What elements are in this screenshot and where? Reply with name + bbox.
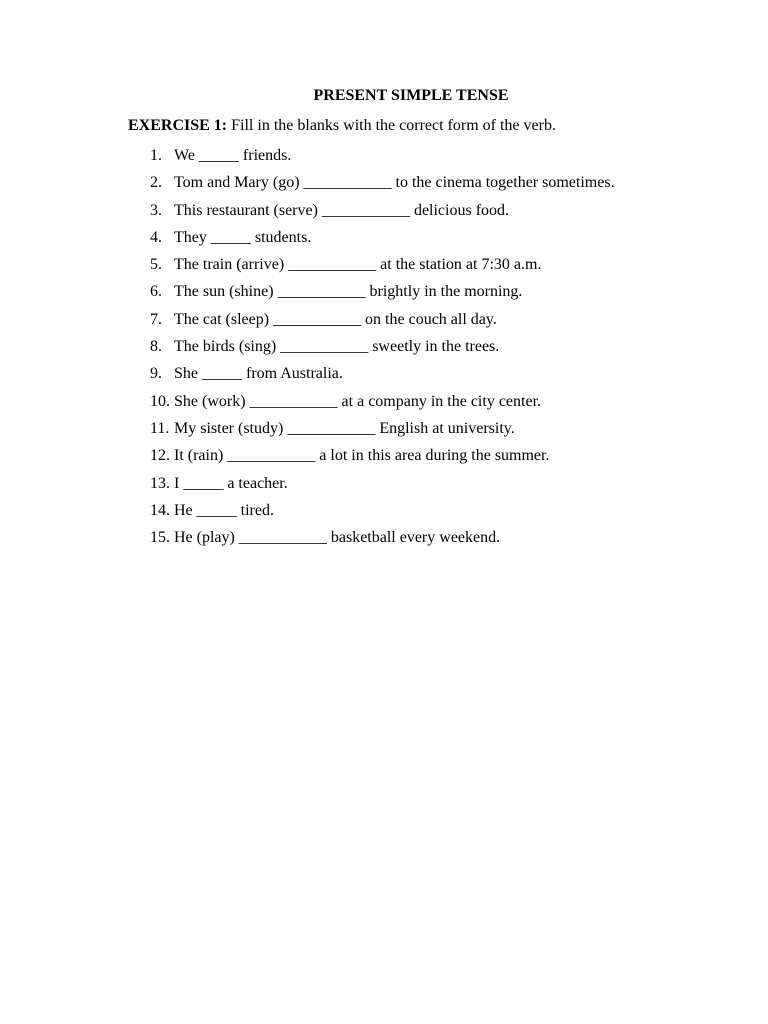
item-text: It (rain) ___________ a lot in this area during the summer. <box>174 447 550 465</box>
item-number: 15. <box>150 529 170 547</box>
item-text: Tom and Mary (go) ___________ to the cinema together sometimes. <box>174 174 615 192</box>
item-number: 12. <box>150 447 170 465</box>
item-number: 6. <box>150 283 162 301</box>
item-number: 4. <box>150 228 162 246</box>
item-number: 1. <box>150 147 162 164</box>
item-text: He (play) ___________ basketball every weekend. <box>174 529 501 547</box>
item-number: 14. <box>150 501 170 519</box>
item-text: The sun (shine) ___________ brightly in the morning. <box>174 283 523 301</box>
item-text: The cat (sleep) ___________ on the couch all day. <box>174 310 497 328</box>
item-number: 11. <box>150 419 170 437</box>
item-number: 3. <box>150 201 162 219</box>
item-text: This restaurant (serve) ___________ delicious food. <box>174 201 510 219</box>
page-title: PRESENT SIMPLE TENSE <box>313 87 509 104</box>
instruction-text: Fill in the blanks with the correct form of the verb. <box>227 117 556 134</box>
exercise-label: EXERCISE 1: <box>128 117 228 134</box>
item-text: They _____ students. <box>174 228 312 246</box>
item-number: 13. <box>150 474 170 492</box>
item-text: We _____ friends. <box>174 147 292 164</box>
item-text: She (work) ___________ at a company in the city center. <box>174 392 542 410</box>
item-text: He _____ tired. <box>174 501 274 519</box>
item-text: My sister (study) ___________ English at university. <box>174 419 515 437</box>
item-number: 5. <box>150 256 162 274</box>
item-number: 10. <box>150 392 170 410</box>
item-text: The train (arrive) ___________ at the station at 7:30 a.m. <box>174 256 542 274</box>
item-number: 9. <box>150 365 162 383</box>
item-text: I _____ a teacher. <box>174 474 288 492</box>
item-number: 8. <box>150 338 162 356</box>
exercise-instruction <box>128 116 556 136</box>
item-number: 2. <box>150 174 162 192</box>
item-text: She _____ from Australia. <box>174 365 343 383</box>
item-text: The birds (sing) ___________ sweetly in the trees. <box>174 338 500 356</box>
item-number: 7. <box>150 310 162 328</box>
